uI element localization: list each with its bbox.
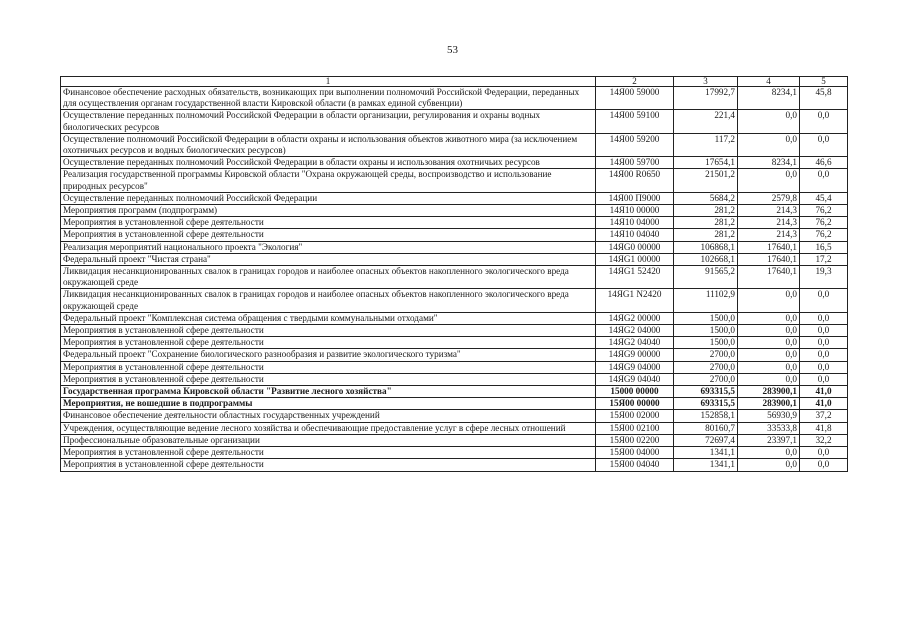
row-code-cell: 15Я00 00000	[596, 398, 674, 410]
row-name-cell: Мероприятия в установленной сфере деятельности	[61, 325, 596, 337]
row-name-cell: Мероприятия в установленной сфере деятельности	[61, 447, 596, 459]
table-row	[61, 325, 848, 337]
row-percent-cell: 0,0	[800, 459, 848, 471]
row-actual-cell: 0,0	[738, 133, 800, 156]
row-actual-cell: 0,0	[738, 169, 800, 192]
row-code-cell: 14Я00 59100	[596, 110, 674, 133]
row-percent-cell: 0,0	[800, 447, 848, 459]
row-name-cell: Федеральный проект "Комплексная система обращения с твердыми коммунальными отходами"	[61, 312, 596, 324]
table-body	[61, 87, 848, 472]
row-plan-cell: 1500,0	[674, 312, 738, 324]
row-code-cell: 14ЯG1 00000	[596, 253, 674, 265]
row-code-cell: 15000 00000	[596, 386, 674, 398]
row-name-cell: Ликвидация несанкционированных свалок в границах городов и наиболее опасных объектов накопленного экологического вреда окружающей среде	[61, 266, 596, 289]
page-number: 53	[447, 44, 458, 56]
row-percent-cell: 45,4	[800, 192, 848, 204]
row-actual-cell: 214,3	[738, 229, 800, 241]
row-name-cell: Мероприятия, не вошедшие в подпрограммы	[61, 398, 596, 410]
row-name-cell: Ликвидация несанкционированных свалок в границах городов и наиболее опасных объектов накопленного экологического вреда окружающей среде	[61, 289, 596, 312]
table-row	[61, 373, 848, 385]
row-plan-cell: 2700,0	[674, 373, 738, 385]
row-name-cell: Мероприятия в установленной сфере деятельности	[61, 373, 596, 385]
column-header-5: 5	[800, 77, 848, 87]
row-plan-cell: 1341,1	[674, 447, 738, 459]
row-code-cell: 14ЯG9 00000	[596, 349, 674, 361]
table-row	[61, 398, 848, 410]
row-name-cell: Мероприятия в установленной сфере деятельности	[61, 217, 596, 229]
row-name-cell: Финансовое обеспечение деятельности областных государственных учреждений	[61, 410, 596, 422]
row-percent-cell: 46,6	[800, 157, 848, 169]
row-actual-cell: 0,0	[738, 325, 800, 337]
row-actual-cell: 2579,8	[738, 192, 800, 204]
row-plan-cell: 17654,1	[674, 157, 738, 169]
row-name-cell: Учреждения, осуществляющие ведение лесного хозяйства и обеспечивающие предоставление услуг в сфере лесных отношений	[61, 422, 596, 434]
row-plan-cell: 281,2	[674, 217, 738, 229]
row-name-cell: Федеральный проект "Сохранение биологического разнообразия и развитие экологического туризма"	[61, 349, 596, 361]
table-row	[61, 289, 848, 312]
row-code-cell: 14ЯG1 52420	[596, 266, 674, 289]
row-actual-cell: 0,0	[738, 110, 800, 133]
row-actual-cell: 8234,1	[738, 157, 800, 169]
table-row	[61, 110, 848, 133]
row-percent-cell: 0,0	[800, 110, 848, 133]
row-actual-cell: 8234,1	[738, 87, 800, 110]
row-plan-cell: 2700,0	[674, 349, 738, 361]
row-name-cell: Мероприятия в установленной сфере деятельности	[61, 361, 596, 373]
row-plan-cell: 5684,2	[674, 192, 738, 204]
row-actual-cell: 56930,9	[738, 410, 800, 422]
row-plan-cell: 693315,5	[674, 386, 738, 398]
row-percent-cell: 0,0	[800, 373, 848, 385]
table-row	[61, 361, 848, 373]
row-percent-cell: 41,0	[800, 386, 848, 398]
row-code-cell: 14Я00 59200	[596, 133, 674, 156]
row-name-cell: Федеральный проект "Чистая страна"	[61, 253, 596, 265]
table-row	[61, 459, 848, 471]
row-plan-cell: 2700,0	[674, 361, 738, 373]
row-actual-cell: 0,0	[738, 361, 800, 373]
table-row	[61, 87, 848, 110]
table-row	[61, 157, 848, 169]
table-row	[61, 447, 848, 459]
row-actual-cell: 0,0	[738, 289, 800, 312]
row-actual-cell: 214,3	[738, 205, 800, 217]
row-percent-cell: 0,0	[800, 349, 848, 361]
row-percent-cell: 76,2	[800, 229, 848, 241]
row-actual-cell: 0,0	[738, 459, 800, 471]
row-actual-cell: 17640,1	[738, 241, 800, 253]
row-actual-cell: 23397,1	[738, 434, 800, 446]
row-percent-cell: 76,2	[800, 205, 848, 217]
row-percent-cell: 45,8	[800, 87, 848, 110]
row-code-cell: 15Я00 04000	[596, 447, 674, 459]
table-row	[61, 241, 848, 253]
column-header-3: 3	[674, 77, 738, 87]
row-name-cell: Осуществление переданных полномочий Российской Федерации в области охраны и использования охотничьих ресурсов	[61, 157, 596, 169]
row-percent-cell: 0,0	[800, 169, 848, 192]
row-name-cell: Реализация государственной программы Кировской области "Охрана окружающей среды, воспроизводство и использование природных ресурсов"	[61, 169, 596, 192]
row-percent-cell: 0,0	[800, 312, 848, 324]
row-name-cell: Профессиональные образовательные организации	[61, 434, 596, 446]
table-row	[61, 253, 848, 265]
row-plan-cell: 1341,1	[674, 459, 738, 471]
row-code-cell: 14Я00 59700	[596, 157, 674, 169]
budget-table	[60, 76, 848, 472]
row-plan-cell: 221,4	[674, 110, 738, 133]
row-code-cell: 15Я00 02000	[596, 410, 674, 422]
row-percent-cell: 0,0	[800, 289, 848, 312]
row-code-cell: 14ЯG2 04000	[596, 325, 674, 337]
row-actual-cell: 283900,1	[738, 398, 800, 410]
column-header-4: 4	[738, 77, 800, 87]
table-row	[61, 205, 848, 217]
row-code-cell: 15Я00 04040	[596, 459, 674, 471]
row-code-cell: 14Я10 04000	[596, 217, 674, 229]
table-row	[61, 217, 848, 229]
table-row	[61, 422, 848, 434]
row-percent-cell: 0,0	[800, 325, 848, 337]
row-name-cell: Мероприятия в установленной сфере деятельности	[61, 229, 596, 241]
row-name-cell: Мероприятия программ (подпрограмм)	[61, 205, 596, 217]
row-plan-cell: 91565,2	[674, 266, 738, 289]
row-name-cell: Реализация мероприятий национального проекта "Экология"	[61, 241, 596, 253]
row-code-cell: 14ЯG0 00000	[596, 241, 674, 253]
table-row	[61, 192, 848, 204]
table-header-row	[61, 77, 848, 87]
column-header-2: 2	[596, 77, 674, 87]
row-code-cell: 15Я00 02100	[596, 422, 674, 434]
row-plan-cell: 80160,7	[674, 422, 738, 434]
table-row	[61, 266, 848, 289]
row-percent-cell: 19,3	[800, 266, 848, 289]
table-row	[61, 410, 848, 422]
column-header-1: 1	[61, 77, 596, 87]
row-percent-cell: 76,2	[800, 217, 848, 229]
row-name-cell: Осуществление переданных полномочий Российской Федерации в области организации, регулирования и охраны водных биологических ресурсов	[61, 110, 596, 133]
row-plan-cell: 102668,1	[674, 253, 738, 265]
row-actual-cell: 17640,1	[738, 266, 800, 289]
row-plan-cell: 72697,4	[674, 434, 738, 446]
row-plan-cell: 117,2	[674, 133, 738, 156]
row-plan-cell: 17992,7	[674, 87, 738, 110]
row-actual-cell: 0,0	[738, 349, 800, 361]
row-actual-cell: 0,0	[738, 337, 800, 349]
row-percent-cell: 41,0	[800, 398, 848, 410]
row-actual-cell: 0,0	[738, 447, 800, 459]
row-plan-cell: 1500,0	[674, 325, 738, 337]
row-percent-cell: 37,2	[800, 410, 848, 422]
row-code-cell: 14Я00 59000	[596, 87, 674, 110]
row-percent-cell: 32,2	[800, 434, 848, 446]
row-code-cell: 14ЯG2 00000	[596, 312, 674, 324]
row-name-cell: Финансовое обеспечение расходных обязательств, возникающих при выполнении полномочий Российской Федерации, переданных для осуществления органам государственной власти Кировской области (в рамках единой субвенции)	[61, 87, 596, 110]
table-row	[61, 434, 848, 446]
row-code-cell: 14ЯG1 N2420	[596, 289, 674, 312]
row-plan-cell: 21501,2	[674, 169, 738, 192]
row-percent-cell: 16,5	[800, 241, 848, 253]
table-row	[61, 386, 848, 398]
table-row	[61, 312, 848, 324]
row-plan-cell: 281,2	[674, 205, 738, 217]
row-code-cell: 14Я10 04040	[596, 229, 674, 241]
row-actual-cell: 214,3	[738, 217, 800, 229]
row-plan-cell: 281,2	[674, 229, 738, 241]
row-code-cell: 14ЯG9 04000	[596, 361, 674, 373]
table-row	[61, 349, 848, 361]
row-percent-cell: 0,0	[800, 337, 848, 349]
row-code-cell: 14Я10 00000	[596, 205, 674, 217]
row-code-cell: 14Я00 П9000	[596, 192, 674, 204]
row-actual-cell: 0,0	[738, 312, 800, 324]
row-plan-cell: 693315,5	[674, 398, 738, 410]
row-plan-cell: 1500,0	[674, 337, 738, 349]
row-plan-cell: 106868,1	[674, 241, 738, 253]
row-name-cell: Осуществление полномочий Российской Федерации в области охраны и использования объектов животного мира (за исключением охотничьих ресурсов и водных биологических ресурсов)	[61, 133, 596, 156]
row-percent-cell: 17,2	[800, 253, 848, 265]
row-percent-cell: 41,8	[800, 422, 848, 434]
row-actual-cell: 17640,1	[738, 253, 800, 265]
row-actual-cell: 0,0	[738, 373, 800, 385]
row-code-cell: 14Я00 R0650	[596, 169, 674, 192]
table-row	[61, 133, 848, 156]
row-plan-cell: 152858,1	[674, 410, 738, 422]
row-code-cell: 14ЯG2 04040	[596, 337, 674, 349]
row-percent-cell: 0,0	[800, 361, 848, 373]
row-name-cell: Мероприятия в установленной сфере деятельности	[61, 459, 596, 471]
table-row	[61, 337, 848, 349]
row-code-cell: 15Я00 02200	[596, 434, 674, 446]
row-name-cell: Государственная программа Кировской области "Развитие лесного хозяйства"	[61, 386, 596, 398]
row-percent-cell: 0,0	[800, 133, 848, 156]
row-plan-cell: 11102,9	[674, 289, 738, 312]
row-name-cell: Осуществление переданных полномочий Российской Федерации	[61, 192, 596, 204]
row-actual-cell: 283900,1	[738, 386, 800, 398]
row-actual-cell: 33533,8	[738, 422, 800, 434]
row-code-cell: 14ЯG9 04040	[596, 373, 674, 385]
table-row	[61, 169, 848, 192]
table-row	[61, 229, 848, 241]
row-name-cell: Мероприятия в установленной сфере деятельности	[61, 337, 596, 349]
